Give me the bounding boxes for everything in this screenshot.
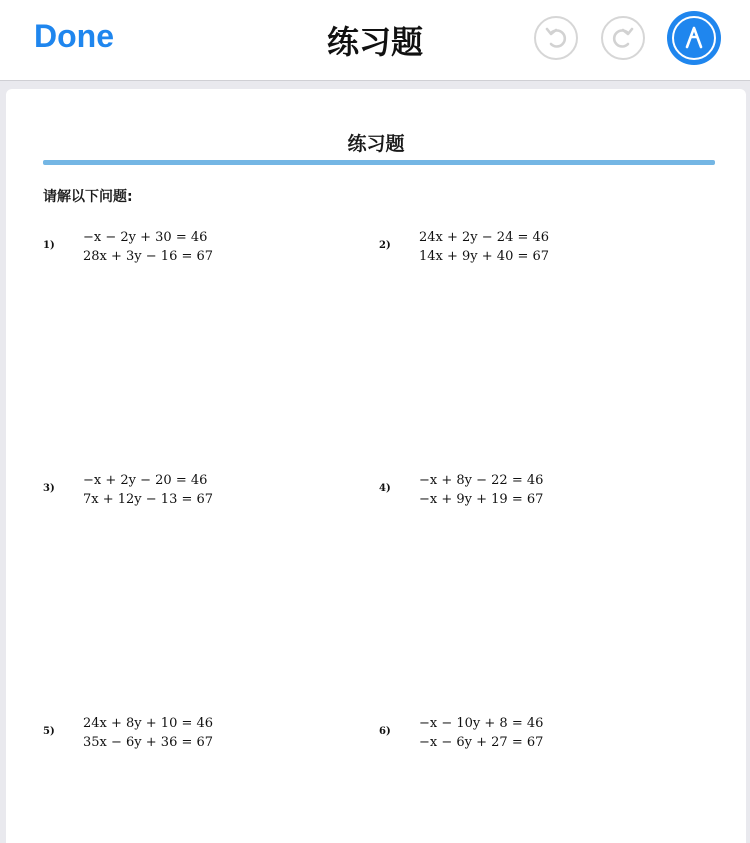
- instructions-text: 请解以下问题:: [43, 189, 133, 205]
- equation-2: −x + 9y + 19 = 67: [419, 492, 544, 507]
- markup-button[interactable]: [667, 11, 721, 65]
- equation-1: 24x + 2y − 24 = 46: [419, 230, 550, 245]
- problem-6: [379, 716, 709, 776]
- problem-1: [43, 230, 373, 290]
- problem-number: 3): [43, 483, 55, 494]
- redo-icon: [610, 25, 636, 51]
- equation-1: −x + 8y − 22 = 46: [419, 473, 544, 488]
- equation-1: −x + 2y − 20 = 46: [83, 473, 208, 488]
- redo-button[interactable]: [601, 16, 645, 60]
- top-navigation-bar: [0, 0, 750, 81]
- document-title: 练习题: [347, 133, 405, 155]
- problem-5: [43, 716, 373, 776]
- title-divider: [43, 160, 715, 165]
- markup-pen-icon: [683, 25, 705, 51]
- equation-2: 35x − 6y + 36 = 67: [83, 735, 214, 750]
- done-button[interactable]: Done: [34, 18, 114, 54]
- equation-2: 28x + 3y − 16 = 67: [83, 249, 214, 264]
- equation-2: 14x + 9y + 40 = 67: [419, 249, 550, 264]
- problem-3: [43, 473, 373, 533]
- equation-1: −x − 10y + 8 = 46: [419, 716, 544, 731]
- problem-2: [379, 230, 709, 290]
- problem-number: 1): [43, 240, 55, 251]
- markup-ring: [672, 16, 716, 60]
- problem-number: 4): [379, 483, 391, 494]
- document-page: [6, 89, 746, 843]
- problem-4: [379, 473, 709, 533]
- equation-1: −x − 2y + 30 = 46: [83, 230, 208, 245]
- equation-2: −x − 6y + 27 = 67: [419, 735, 544, 750]
- problem-number: 2): [379, 240, 391, 251]
- nav-title: 练习题: [326, 23, 423, 61]
- problem-number: 6): [379, 726, 391, 737]
- equation-2: 7x + 12y − 13 = 67: [83, 492, 214, 507]
- undo-icon: [543, 25, 569, 51]
- undo-button[interactable]: [534, 16, 578, 60]
- problem-number: 5): [43, 726, 55, 737]
- equation-1: 24x + 8y + 10 = 46: [83, 716, 214, 731]
